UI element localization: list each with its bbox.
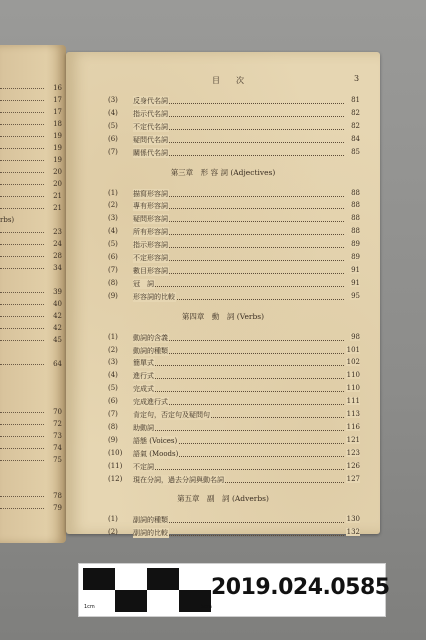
entry-label: 動詞的含義 (133, 333, 168, 342)
entry-label: 進行式 (133, 372, 154, 381)
entry-page-number: 132 (346, 528, 360, 537)
toc-entry (108, 333, 360, 344)
previous-page-line (0, 323, 66, 333)
previous-page-line (0, 227, 66, 237)
toc-entry (108, 462, 360, 473)
previous-page-line (0, 443, 66, 453)
scale-mark-1cm: 1cm (84, 604, 95, 610)
scale-mark-5cm: 5cm (201, 604, 212, 610)
toc-entry (108, 449, 360, 460)
entry-index: (5) (108, 240, 118, 249)
toc-entry (108, 410, 360, 421)
entry-index: (12) (108, 474, 123, 483)
previous-page-number: 70 (53, 408, 62, 416)
entry-index: (3) (108, 358, 118, 367)
leader-dots (0, 292, 44, 293)
toc-entry (108, 358, 360, 369)
leader-dots (136, 286, 344, 287)
entry-page-number: 82 (351, 121, 360, 130)
previous-page-number: 73 (53, 432, 62, 440)
entry-label: 肯定句，否定句及疑問句 (133, 411, 210, 419)
leader-dots (0, 328, 44, 329)
scale-cell (179, 568, 211, 590)
previous-page-number: 20 (53, 180, 62, 188)
entry-index: (4) (108, 227, 118, 236)
leader-dots (0, 304, 44, 305)
toc-entry (108, 122, 360, 133)
entry-label: 形容詞的比較 (133, 292, 175, 301)
previous-page-fragment: rbs) (0, 216, 15, 224)
previous-page-line (0, 395, 66, 405)
previous-page-number: 75 (53, 456, 62, 464)
entry-page-number: 98 (351, 332, 360, 341)
entry-label: 數目形容詞 (133, 266, 168, 275)
entry-index: (7) (108, 147, 118, 156)
leader-dots (136, 391, 344, 392)
previous-page-number: 23 (53, 228, 62, 236)
entry-page-number: 84 (351, 134, 360, 143)
previous-page-number: 78 (53, 492, 62, 500)
previous-page-line (0, 407, 66, 417)
previous-page-line (0, 371, 66, 381)
previous-page-number: 24 (53, 240, 62, 248)
entry-index: (11) (108, 461, 123, 470)
chapter-heading: 第三章 形 容 詞 (Adjectives) (170, 167, 276, 177)
entry-index: (7) (108, 410, 118, 418)
chapter-heading: 第四章 動 詞 (Verbs) (181, 311, 265, 321)
toc-entry (108, 371, 360, 382)
entry-label: 完成進行式 (133, 398, 168, 407)
previous-page-line (0, 347, 66, 357)
entry-label: 關係代名詞 (133, 148, 168, 157)
entry-page-number: 110 (346, 371, 360, 380)
leader-dots (0, 232, 44, 233)
toc-entry (108, 346, 360, 357)
leader-dots (0, 460, 44, 461)
entry-label: 反身代名詞 (133, 97, 168, 105)
entry-index: (1) (108, 188, 118, 197)
entry-label: 指示代名詞 (133, 109, 168, 118)
leader-dots (0, 208, 44, 209)
entry-index: (5) (108, 384, 118, 393)
previous-page-number: 42 (53, 324, 62, 332)
entry-index: (2) (108, 528, 118, 537)
toc-entry (108, 227, 360, 238)
entry-index: (6) (108, 253, 118, 261)
previous-page-number: 17 (53, 108, 62, 116)
entry-page-number: 88 (351, 201, 360, 210)
toc-entry (108, 253, 360, 264)
accession-number: 2019.024.0585 (211, 575, 390, 600)
entry-label: 副詞的種類 (133, 516, 168, 525)
toc-entry (108, 148, 360, 159)
toc-entry (108, 266, 360, 277)
previous-page-number: 79 (53, 504, 62, 512)
previous-page-line (0, 503, 66, 513)
previous-page-number: 16 (53, 84, 62, 92)
toc-entry (108, 279, 360, 290)
previous-page-line (0, 167, 66, 177)
entry-index: (6) (108, 134, 118, 143)
leader-dots (0, 196, 44, 197)
toc-entry (108, 384, 360, 395)
entry-page-number: 89 (351, 240, 360, 249)
entry-label: 助動詞 (133, 423, 154, 432)
chapter-heading: 第五章 副 詞 (Adverbs) (177, 494, 269, 504)
previous-page-line (0, 95, 66, 105)
entry-page-number: 116 (346, 422, 360, 431)
entry-index: (1) (108, 515, 118, 524)
scale-cell (115, 568, 147, 590)
previous-page-number: 74 (53, 444, 62, 452)
entry-index: (6) (108, 397, 118, 406)
entry-page-number: 82 (351, 108, 360, 117)
scale-cell (83, 568, 115, 590)
previous-page-line (0, 299, 66, 309)
previous-page-number: 39 (53, 288, 62, 296)
previous-page-line (0, 275, 66, 285)
leader-dots (0, 100, 44, 101)
previous-page-number: 21 (53, 204, 62, 212)
previous-page-line (0, 383, 66, 393)
entry-label: 疑問形容詞 (133, 215, 168, 224)
entry-index: (2) (108, 345, 118, 354)
entry-label: 不定詞 (133, 462, 154, 471)
previous-page-line (0, 251, 66, 261)
previous-page-number: 19 (53, 156, 62, 164)
leader-dots (0, 148, 44, 149)
previous-page-number: 19 (53, 132, 62, 140)
previous-page-line (0, 287, 66, 297)
previous-page-number: 18 (53, 120, 62, 128)
toc-entry (108, 475, 360, 486)
entry-page-number: 121 (346, 435, 360, 444)
previous-page-line (0, 467, 66, 477)
entry-label: 語態 (Voices) (133, 436, 178, 445)
previous-page-line (0, 263, 66, 273)
entry-page-number: 101 (346, 345, 360, 354)
leader-dots (0, 508, 44, 509)
checker-scale (83, 568, 211, 612)
entry-page-number: 130 (346, 515, 360, 524)
entry-index: (1) (108, 332, 118, 341)
leader-dots (0, 424, 44, 425)
previous-page-line (0, 203, 66, 213)
previous-page-number: 72 (53, 420, 62, 428)
leader-dots (0, 112, 44, 113)
entry-index: (9) (108, 435, 118, 444)
leader-dots (0, 160, 44, 161)
leader-dots (0, 136, 44, 137)
previous-page-line (0, 179, 66, 189)
entry-index: (2) (108, 201, 118, 210)
toc-entry (108, 397, 360, 408)
leader-dots (0, 436, 44, 437)
toc-entry (108, 96, 360, 107)
entry-index: (9) (108, 291, 118, 300)
toc-entry (108, 201, 360, 212)
previous-page-number: 42 (53, 312, 62, 320)
entry-page-number: 88 (351, 214, 360, 223)
leader-dots (0, 124, 44, 125)
entry-label: 完成式 (133, 385, 154, 394)
entry-page-number: 88 (351, 188, 360, 197)
previous-page-line (0, 359, 66, 369)
entry-label: 描寫形容詞 (133, 189, 168, 198)
toc-entry (108, 436, 360, 447)
table-of-contents-page (66, 52, 380, 538)
entry-label: 疑問代名詞 (133, 135, 168, 144)
entry-page-number: 89 (351, 253, 360, 261)
leader-dots (136, 365, 344, 366)
entry-index: (7) (108, 265, 118, 274)
previous-page-line (0, 491, 66, 501)
scale-cell (147, 590, 179, 612)
entry-label: 副詞的比較 (133, 529, 168, 538)
entry-index: (3) (108, 214, 118, 223)
entry-page-number: 123 (346, 448, 360, 457)
leader-dots (136, 378, 344, 379)
scale-cell (115, 590, 147, 612)
entry-label: 所有形容詞 (133, 228, 168, 237)
entry-index: (4) (108, 108, 118, 117)
entry-page-number: 91 (351, 278, 360, 287)
previous-page-number: 19 (53, 144, 62, 152)
entry-index: (10) (108, 448, 123, 457)
entry-label: 不定形容詞 (133, 254, 168, 262)
color-scale-strip (78, 563, 390, 617)
previous-page (0, 45, 66, 543)
previous-page-line (0, 311, 66, 321)
toc-entry (108, 240, 360, 251)
leader-dots (0, 496, 44, 497)
entry-label: 簡單式 (133, 359, 154, 368)
leader-dots (0, 364, 44, 365)
entry-page-number: 113 (346, 410, 360, 418)
leader-dots (136, 469, 344, 470)
page-title: 目 次 (212, 76, 244, 85)
entry-page-number: 85 (351, 147, 360, 156)
previous-page-line (0, 431, 66, 441)
previous-page-number: 20 (53, 168, 62, 176)
entry-index: (3) (108, 96, 118, 104)
previous-page-line (0, 119, 66, 129)
previous-page-line (0, 479, 66, 489)
previous-page-line (0, 191, 66, 201)
entry-page-number: 110 (346, 384, 360, 393)
entry-page-number: 95 (351, 291, 360, 300)
previous-page-number: 21 (53, 192, 62, 200)
leader-dots (136, 430, 344, 431)
leader-dots (0, 340, 44, 341)
entry-page-number: 127 (346, 474, 360, 483)
entry-page-number: 126 (346, 461, 360, 470)
previous-page-number: 28 (53, 252, 62, 260)
leader-dots (0, 244, 44, 245)
toc-entry (108, 189, 360, 200)
previous-page-line (0, 131, 66, 141)
entry-page-number: 91 (351, 265, 360, 274)
previous-page-line (0, 155, 66, 165)
entry-label: 語氣 (Moods) (133, 449, 179, 458)
previous-page-number: 45 (53, 336, 62, 344)
previous-page-number: 40 (53, 300, 62, 308)
leader-dots (0, 448, 44, 449)
leader-dots (0, 412, 44, 413)
entry-index: (5) (108, 121, 118, 130)
entry-page-number: 111 (346, 397, 360, 406)
leader-dots (0, 172, 44, 173)
toc-entry (108, 292, 360, 303)
leader-dots (0, 268, 44, 269)
previous-page-line (0, 143, 66, 153)
entry-label: 現在分詞，過去分詞與動名詞 (133, 475, 224, 484)
entry-label: 專有形容詞 (133, 202, 168, 211)
previous-page-line (0, 215, 66, 225)
previous-page-line (0, 419, 66, 429)
entry-index: (4) (108, 371, 118, 380)
leader-dots (0, 316, 44, 317)
previous-page-line (0, 107, 66, 117)
previous-page-line (0, 83, 66, 93)
previous-page-line (0, 455, 66, 465)
previous-page-line (0, 239, 66, 249)
toc-entry (108, 109, 360, 120)
previous-page-number: 17 (53, 96, 62, 104)
leader-dots (0, 184, 44, 185)
page-number: 3 (354, 74, 360, 83)
toc-entry (108, 528, 360, 539)
toc-entry (108, 214, 360, 225)
toc-entry (108, 423, 360, 434)
previous-page-number: 34 (53, 264, 62, 272)
leader-dots (0, 88, 44, 89)
entry-page-number: 102 (346, 358, 360, 367)
entry-label: 動詞的種類 (133, 346, 168, 355)
entry-label: 冠 詞 (133, 279, 154, 288)
toc-entry (108, 135, 360, 146)
entry-page-number: 81 (351, 96, 360, 104)
entry-page-number: 88 (351, 227, 360, 236)
scale-cell (147, 568, 179, 590)
entry-label: 不定代名詞 (133, 122, 168, 131)
previous-page-number: 64 (53, 360, 62, 368)
entry-index: (8) (108, 278, 118, 287)
toc-entry (108, 515, 360, 526)
entry-label: 指示形容詞 (133, 241, 168, 250)
leader-dots (0, 256, 44, 257)
entry-index: (8) (108, 422, 118, 431)
previous-page-line (0, 335, 66, 345)
